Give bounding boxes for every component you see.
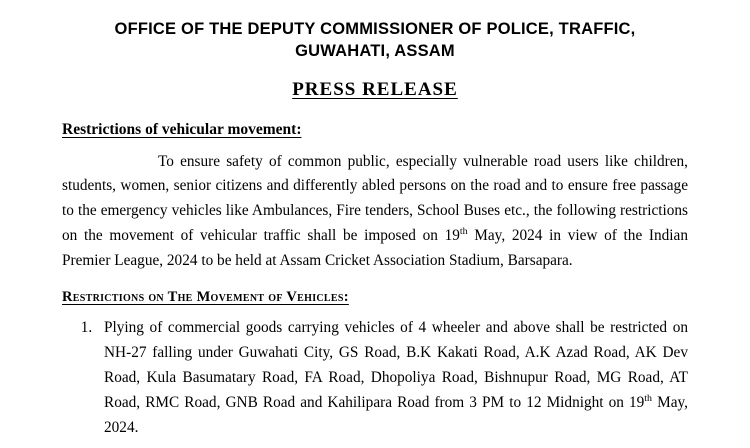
restrictions-heading: Restrictions of vehicular movement: [62,120,302,138]
document-page [0,18,750,448]
list-item-text: Plying of commercial goods carrying vehicles of 4 wheeler and above shall be restricted on NH-27 falling under Guwahati City, GS Road, B.K Kakati Road, A.K Azad Road, AK Dev Road, Kula Basumatary Road, FA Road, Dhopoliya Road, Bishnupur Road, MG Road, AT Road, RMC Road, GNB Road and Kahilipara Road from 3 PM to 12 Midnight on 19 [104,319,688,411]
office-title: OFFICE OF THE DEPUTY COMMISSIONER OF POLICE, TRAFFIC, GUWAHATI, ASSAM [114,20,636,61]
intro-paragraph [62,150,688,274]
movement-restrictions-heading: Restrictions on The Movement of Vehicles: [62,289,349,306]
list-item-date-superscript: th [644,392,653,404]
press-release-title: PRESS RELEASE [292,78,458,100]
document-body [0,121,750,441]
intro-paragraph-text-continued: May, 2024 in view of the Indian Premier League, 2024 to be held at Assam Cricket Association Stadium, Barsapara. [62,226,688,269]
restrictions-list [62,316,688,440]
list-item-text-continued: May, 2024. [104,393,688,436]
document-header [0,18,750,101]
intro-date-superscript: th [459,225,468,237]
intro-paragraph-text: To ensure safety of common public, especially vulnerable road users like children, students, women, senior citizens and differently abled persons on the road and to ensure free passage to the emergency vehicles like Ambulances, Fire tenders, School Buses etc., the following restrictions on the movement of vehicular traffic shall be imposed on 19 [62,152,688,244]
list-item [96,316,688,440]
